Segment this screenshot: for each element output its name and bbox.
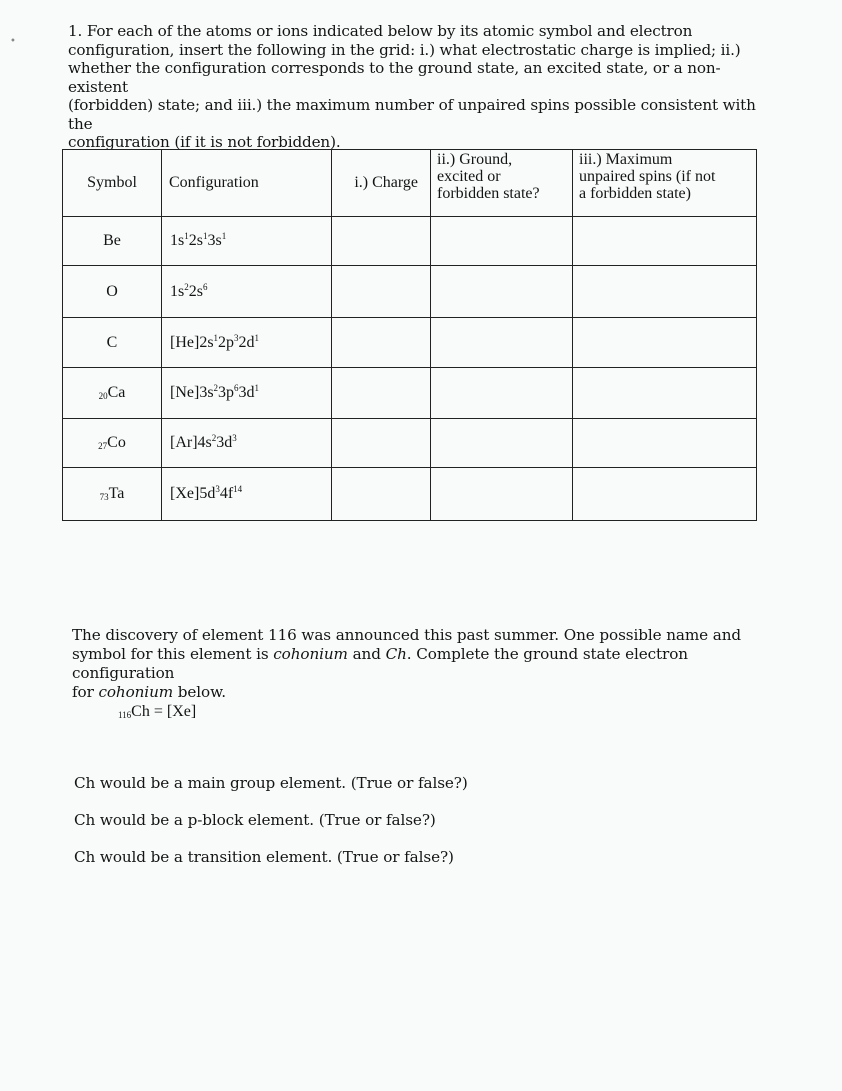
header-ground-line: ii.) Ground, bbox=[437, 151, 513, 168]
electron-count: 3 bbox=[234, 332, 239, 343]
intro-line: 1. For each of the atoms or ions indicated below by its atomic symbol and electron bbox=[68, 22, 693, 40]
cohonium-configuration-prompt bbox=[118, 703, 196, 721]
orbital: 2s bbox=[188, 282, 203, 300]
orbital: 3p bbox=[218, 384, 235, 401]
atomic-number: 73 bbox=[99, 492, 109, 502]
paragraph-text: and bbox=[347, 645, 386, 663]
electron-configuration bbox=[162, 217, 332, 266]
header-ground-line: excited or bbox=[437, 168, 501, 185]
electron-count: 6 bbox=[202, 281, 208, 292]
unpaired-spins-cell[interactable] bbox=[573, 266, 757, 318]
state-cell[interactable] bbox=[431, 368, 573, 419]
atomic-symbol bbox=[63, 318, 162, 368]
state-cell[interactable] bbox=[431, 468, 573, 521]
grid-body bbox=[63, 217, 757, 521]
question-main-group: Ch would be a main group element. (True or false?) bbox=[74, 774, 468, 792]
question-1-instructions bbox=[68, 22, 768, 152]
unpaired-spins-cell[interactable] bbox=[573, 419, 757, 468]
header-unpaired-spins bbox=[573, 150, 757, 217]
header-symbol: Symbol bbox=[63, 150, 162, 217]
atomic-symbol bbox=[63, 266, 162, 318]
header-spins-line: unpaired spins (if not bbox=[579, 168, 716, 185]
electron-count: 2 bbox=[213, 383, 219, 393]
atomic-number: 27 bbox=[98, 441, 108, 451]
orbital: [Xe]5d bbox=[170, 485, 216, 502]
charge-cell[interactable] bbox=[332, 266, 431, 318]
answer-grid bbox=[62, 149, 757, 521]
header-spins-line: a forbidden state) bbox=[579, 185, 691, 202]
symbol-text: O bbox=[106, 282, 118, 300]
electron-count: 1 bbox=[221, 231, 227, 241]
unpaired-spins-cell[interactable] bbox=[573, 368, 757, 419]
electron-count: 3 bbox=[215, 484, 220, 494]
intro-line: configuration, insert the following in the grid: i.) what electrostatic charge is implied; ii.) bbox=[68, 40, 741, 59]
table-row bbox=[63, 266, 757, 318]
electron-configuration bbox=[162, 468, 332, 521]
electron-count: 14 bbox=[233, 484, 243, 494]
intro-line: whether the configuration corresponds to the ground state, an excited state, or a non-existent bbox=[68, 59, 721, 96]
intro-line: (forbidden) state; and iii.) the maximum number of unpaired spins possible consistent with the bbox=[68, 96, 756, 133]
orbital: 2p bbox=[218, 333, 235, 351]
symbol-text: Be bbox=[103, 232, 121, 249]
element-name: cohonium bbox=[98, 683, 174, 701]
unpaired-spins-cell[interactable] bbox=[573, 217, 757, 266]
paragraph-line bbox=[72, 683, 772, 702]
paragraph-text: below. bbox=[173, 683, 226, 701]
electron-configuration bbox=[162, 318, 332, 368]
unpaired-spins-cell[interactable] bbox=[573, 468, 757, 521]
orbital: [He]2s bbox=[170, 333, 214, 351]
table-row bbox=[63, 419, 757, 468]
paragraph-text: for bbox=[72, 683, 99, 701]
electron-count: 1 bbox=[254, 332, 260, 343]
orbital: [Ar]4s bbox=[170, 434, 212, 451]
electron-configuration bbox=[162, 419, 332, 468]
symbol-text: Co bbox=[107, 434, 126, 451]
state-cell[interactable] bbox=[431, 419, 573, 468]
charge-cell[interactable] bbox=[332, 318, 431, 368]
orbital: 3d bbox=[216, 434, 233, 451]
electron-count: 2 bbox=[211, 433, 217, 443]
question-p-block: Ch would be a p-block element. (True or false?) bbox=[74, 811, 436, 829]
header-spins-line: iii.) Maximum bbox=[579, 151, 673, 168]
charge-cell[interactable] bbox=[332, 217, 431, 266]
electron-count: 1 bbox=[254, 383, 260, 393]
grid-header-row bbox=[63, 150, 757, 217]
atomic-symbol bbox=[63, 217, 162, 266]
state-cell[interactable] bbox=[431, 318, 573, 368]
element-name: cohonium bbox=[273, 645, 348, 663]
electron-count: 1 bbox=[184, 231, 189, 241]
orbital: 1s bbox=[170, 282, 185, 300]
orbital: 2s bbox=[188, 232, 203, 249]
symbol-text: C bbox=[106, 333, 118, 351]
paragraph-line: The discovery of element 116 was announced this past summer. One possible name and bbox=[72, 626, 742, 644]
question-transition: Ch would be a transition element. (True or false?) bbox=[74, 848, 454, 866]
header-ground-line: forbidden state? bbox=[437, 185, 540, 202]
orbital: [Ne]3s bbox=[170, 384, 214, 401]
electron-count: 2 bbox=[184, 281, 189, 292]
table-row bbox=[63, 468, 757, 521]
atomic-number: 20 bbox=[98, 391, 108, 401]
electron-count: 1 bbox=[202, 231, 208, 241]
unpaired-spins-cell[interactable] bbox=[573, 318, 757, 368]
charge-cell[interactable] bbox=[332, 419, 431, 468]
header-configuration: Configuration bbox=[162, 150, 332, 217]
paragraph-line bbox=[72, 645, 772, 683]
orbital: 4f bbox=[219, 485, 234, 502]
orbital: 1s bbox=[170, 232, 185, 249]
electron-count: 3 bbox=[232, 433, 237, 443]
atomic-symbol bbox=[63, 468, 162, 521]
atomic-symbol bbox=[63, 419, 162, 468]
charge-cell[interactable] bbox=[332, 368, 431, 419]
paragraph-text: . Complete the ground state electron configuration bbox=[72, 645, 688, 682]
orbital: 2d bbox=[238, 333, 255, 351]
header-ground-state bbox=[431, 150, 573, 217]
electron-count: 6 bbox=[234, 383, 239, 393]
table-row bbox=[63, 318, 757, 368]
symbol-text: Ca bbox=[107, 384, 126, 401]
atomic-number: 116 bbox=[118, 710, 132, 720]
electron-count: 1 bbox=[213, 332, 219, 343]
orbital: 3d bbox=[238, 384, 255, 401]
symbol-text: Ta bbox=[108, 485, 125, 502]
orbital: 3s bbox=[207, 232, 222, 249]
atomic-symbol bbox=[63, 368, 162, 419]
state-cell[interactable] bbox=[431, 266, 573, 318]
electron-configuration bbox=[162, 266, 332, 318]
element-116-paragraph bbox=[72, 626, 772, 702]
intro-line: configuration (if it is not forbidden). bbox=[68, 133, 341, 151]
charge-cell[interactable] bbox=[332, 468, 431, 521]
header-charge: i.) Charge bbox=[332, 150, 431, 217]
table-row bbox=[63, 217, 757, 266]
scan-speck: • bbox=[10, 36, 16, 47]
table-row bbox=[63, 368, 757, 419]
state-cell[interactable] bbox=[431, 217, 573, 266]
configuration-stub: Ch = [Xe] bbox=[131, 703, 197, 720]
element-symbol: Ch bbox=[385, 645, 407, 663]
electron-configuration bbox=[162, 368, 332, 419]
paragraph-text: symbol for this element is bbox=[72, 645, 274, 663]
